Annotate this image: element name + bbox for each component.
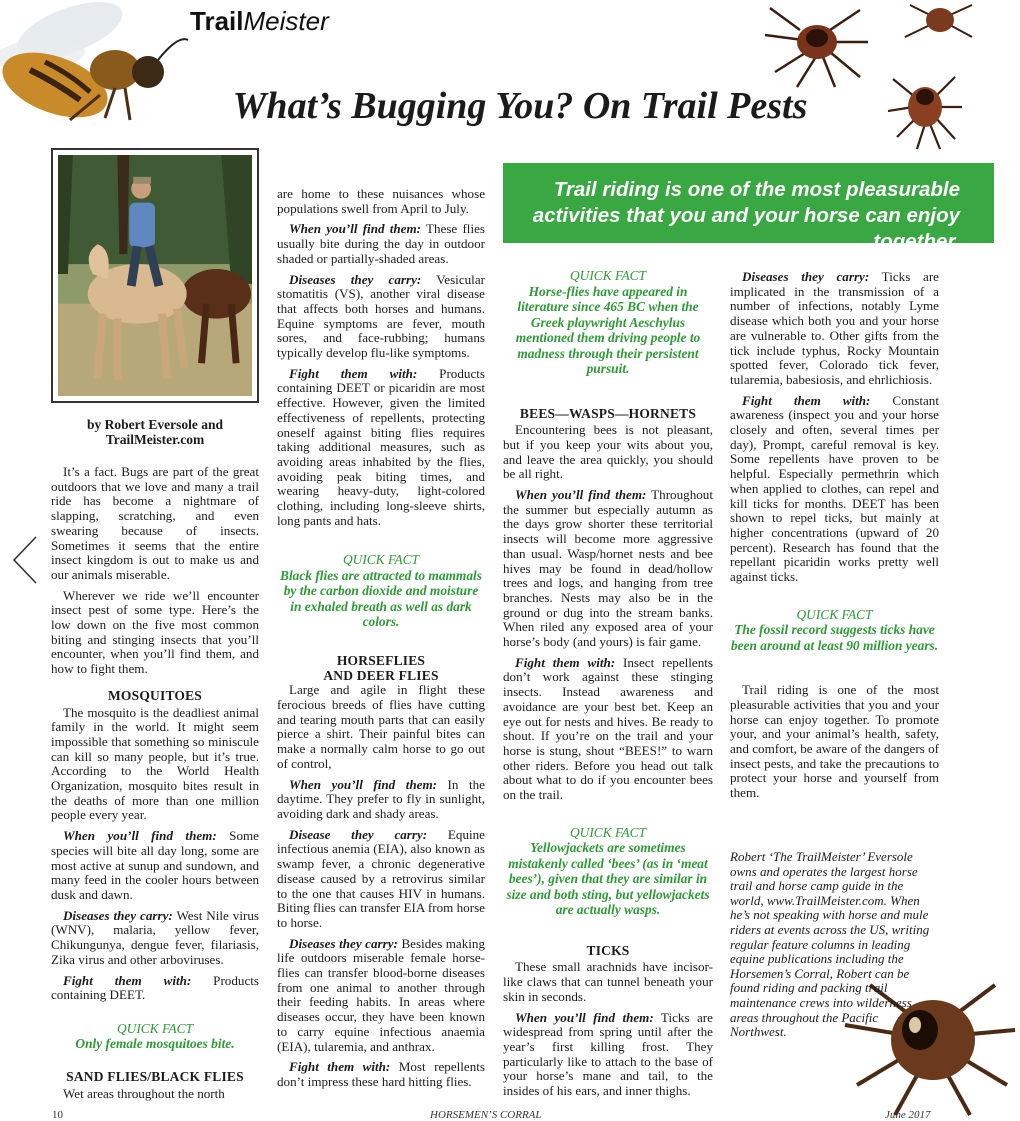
tick-illustration [755, 0, 875, 90]
ticks-find: When you’ll find them: Ticks are widespread from spring until after the year’s first killing frost. They particularly like to attach to the base of your horse’s mane and tail, to the insides of his ears, and inner thighs. [503, 1009, 713, 1099]
quick-fact-mosquitoes: QUICK FACT Only female mosquitoes bite. [75, 1020, 235, 1052]
intro-paragraph-2: Wherever we ride we’ll encounter insect pest of some type. Here’s the low down on the five most common biting and stinging insects that you’ll encounter, when you’ll find them, and how to fight them. [51, 587, 259, 677]
mosquitoes-find: When you’ll find them: Some species will bite all day long, some are most active at sunup and sundown, and many feed in the cooler hours between dusk and dawn. [51, 828, 259, 902]
section-heading-ticks: TICKS [586, 942, 630, 958]
author-photo [51, 148, 259, 403]
column-1 [51, 417, 259, 1107]
horseflies-disease-2: Diseases they carry: Besides making life outdoors miserable female horse-flies can transfer blood-borne diseases from one animal to another through their feeding habits. In areas where diseases occur, they have been known to carry equine infectious anaemia (EIA), tularemia, and anthrax. [277, 935, 485, 1054]
mosquitoes-fight: Fight them with: Products containing DEET. [51, 972, 259, 1003]
section-heading-mosquitoes: MOSQUITOES [107, 687, 203, 703]
sandflies-diseases: Diseases they carry: Vesicular stomatitis (VS), another viral disease that affects both horses and humans. Equine symptoms are fever, mouth sores, and face-rubbing; humans typically develop flu-like symptoms. [277, 271, 485, 361]
sandflies-find: When you’ll find them: These flies usually bite during the day in outdoor shaded or partially-shaded areas. [277, 221, 485, 266]
rider-photo-image [58, 155, 252, 396]
footer-date: June 2017 [885, 1109, 931, 1121]
bees-fight: Fight them with: Insect repellents don’t work against these stinging insects. Instead awareness and avoidance are your best bet. Keep an eye out for nests and hives. Be ready to shout. If you’re on the trail and your horse is stung, shout “BEES!” to warn other riders. Before you head out talk about what to do if you encounter bees on the trail. [503, 654, 713, 803]
quick-fact-black-flies: QUICK FACT Black flies are attracted to mammals by the carbon dioxide and moisture in exhaled breath as well as dark colors. [280, 552, 482, 630]
column-2 [277, 187, 485, 1096]
footer-page-number: 10 [52, 1109, 63, 1121]
bee-illustration [0, 0, 200, 130]
mosquitoes-diseases: Diseases they carry: West Nile virus (WNV), malaria, yellow fever, Chikungunya, dengue fever, filariasis, Zika virus and other arboviruses. [51, 907, 259, 967]
sandflies-paragraph-continued: are home to these nuisances whose populations swell from April to July. [277, 186, 485, 216]
horseflies-paragraph: Large and agile in flight these ferocious breeds of flies have cutting and tearing mouth parts that can easily pierce a shirt. Their painful bites can make a normally calm horse to go out of control, [277, 682, 485, 771]
ticks-paragraph: These small arachnids have incisor-like claws that can tunnel beneath your skin in seconds. [503, 959, 713, 1004]
section-heading-sand-flies: SAND FLIES/BLACK FLIES [66, 1068, 244, 1084]
horseflies-find: When you’ll find them: In the daytime. They prefer to fly in sunlight, avoiding dark and shady areas. [277, 776, 485, 821]
bees-find: When you’ll find them: Throughout the summer but especially autumn as the days grow shorter these territorial insects will become more aggressive than usual. Wasp/hornet nests and bee hives may be found in dead/hollow trees and logs, and hanging from tree branches. Nests may also be in the ground or dug into the stream banks. When riled any exposed area of your horse’s body (and yours) is fair game. [503, 487, 713, 650]
section-heading-horseflies: HORSEFLIES AND DEER FLIES [323, 652, 439, 683]
horseflies-disease-1: Disease they carry: Equine infectious anemia (EIA), also known as swamp fever, a chronic degenerative disease caused by a retrovirus similar to the one that causes HIV in humans. Biting flies can transfer EIA from horse to horse. [277, 826, 485, 930]
chevron-left-icon[interactable] [10, 535, 40, 585]
article-title: What’s Bugging You? On Trail Pests [232, 85, 808, 127]
column-4 [730, 270, 939, 807]
intro-paragraph-1: It’s a fact. Bugs are part of the great outdoors that we love and many a trail ride has become a nightmare of slapping, scratching, and even swearing because of insects. Sometimes it seems that the entire insect kingdom is out to make us and our animals miserable. [51, 464, 259, 582]
sandflies-fight: Fight them with: Products containing DEET or picaridin are most effective. However, given the limited effectiveness of repellents, protecting oneself against biting flies requires taking additional measures, such as avoiding areas inhabited by the flies, avoiding peak biting times, and wearing heavy-duty, light-colored clothing, including long-sleeve shirts, long pants and hats. [277, 365, 485, 528]
column-3 [503, 252, 713, 1105]
quick-fact-yellowjackets: QUICK FACT Yellowjackets are sometimes mistakenly called ‘bees’ (as in ‘meat bees’), given that they are similar in size and both sting, but yellowjackets are actually wasps. [506, 824, 710, 918]
author-bio: Robert ‘The TrailMeister’ Eversole owns and operates the largest horse trail and horse camp guide in the world, www.TrailMeister.com. When he’s not speaking with horse and mule riders at events across the US, writing regular feature columns in leading equine publications including the Horsemen’s Corral, Robert can be found riding and packing trail maintenance crews into wilderness areas throughout the Pacific Northwest. [730, 849, 930, 1040]
section-heading-bees: BEES—WASPS—HORNETS [519, 405, 697, 421]
ticks-fight: Fight them with: Constant awareness (inspect you and your horse closely and often, several times per day), Prompt, careful removal is key. Some repellents have proven to be helpful. Especially permethrin which when applied to clothes, can repel and kill ticks for months. DEET has been shown to repel ticks, but mainly at higher concentrations (upward of 20 percent). Research has found that the repellant picaridin works pretty well against ticks. [730, 392, 939, 585]
ticks-diseases: Diseases they carry: Ticks are implicated in the transmission of a number of infections, notably Lyme disease which both you and your horse are vulnerable to. Other gifts from the tick include typhus, Rocky Mountain spotted fever, Colorado tick fever, tularemia, babesiosis, and ehrlichiosis. [730, 269, 939, 387]
quick-fact-ticks: QUICK FACT The fossil record suggests ticks have been around at least 90 million years. [730, 606, 939, 653]
publication-logo: TrailMeister [190, 6, 329, 36]
quick-fact-horseflies: QUICK FACT Horse-flies have appeared in literature since 465 BC when the Greek playwright Aeschylus mentioned them driving people to madness through their persistent pursuit. [515, 268, 701, 376]
pull-quote: Trail riding is one of the most pleasurable activities that you and your horse can enjoy together. [503, 163, 994, 243]
footer-publication: HORSEMEN’S CORRAL [430, 1109, 542, 1121]
bees-paragraph: Encountering bees is not pleasant, but if you keep your wits about you, and leave the area quickly, you should be all right. [503, 422, 713, 482]
tick-illustration-right [885, 62, 965, 152]
mosquitoes-paragraph: The mosquito is the deadliest animal family in the world. It might seem impossible that something so miniscule can kill so many people, but it’s true. According to the World Health Organization, mosquito bites result in the deaths of more than one million people every year. [51, 704, 259, 823]
horseflies-fight: Fight them with: Most repellents don’t impress these hard hitting flies. [277, 1059, 486, 1089]
tick-illustration-small [900, 0, 980, 50]
closing-paragraph: Trail riding is one of the most pleasurable activities that you and your horse can enjoy together. To promote your, and your animal’s health, safety, and comfort, be aware of the dangers of insect pests, and take the precautions to protect your horse and yourself from them. [730, 682, 939, 801]
byline: by Robert Eversole and TrailMeister.com [86, 417, 224, 447]
sandflies-paragraph-start: Wet areas throughout the north [63, 1085, 225, 1101]
